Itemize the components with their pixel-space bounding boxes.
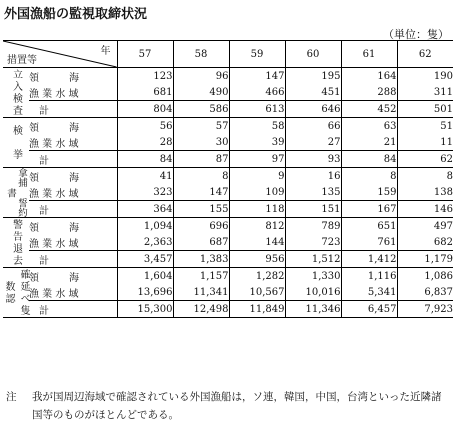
table-cell: 39 — [229, 134, 285, 151]
table-row — [3, 251, 453, 268]
table-cell: 613 — [229, 101, 285, 118]
year-62: 62 — [397, 41, 453, 68]
table-cell: 63 — [341, 118, 397, 135]
table-body — [3, 68, 453, 318]
table-cell: 12,498 — [173, 301, 229, 318]
table-cell: 13,696 — [117, 284, 173, 301]
table-cell: 147 — [173, 184, 229, 201]
corner-header — [3, 41, 117, 68]
table-row — [3, 301, 453, 318]
table-cell: 167 — [341, 201, 397, 218]
table-cell: 57 — [173, 118, 229, 135]
table-cell: 1,412 — [341, 251, 397, 268]
table-cell: 144 — [229, 234, 285, 251]
group-label: 立入検査 — [3, 68, 29, 118]
header-row — [3, 41, 453, 68]
row-label: 計 — [29, 101, 117, 118]
group-label: 確延べ隻数認 — [3, 268, 29, 317]
table-row — [3, 151, 453, 168]
table-cell: 8 — [341, 168, 397, 185]
table-cell: 84 — [117, 151, 173, 168]
row-label: 漁 業 水 域 — [29, 188, 79, 200]
year-61: 61 — [341, 41, 397, 68]
table-row — [3, 84, 453, 101]
row-label: 漁 業 水 域 — [29, 288, 79, 300]
table-cell: 288 — [341, 84, 397, 101]
table-cell: 190 — [397, 68, 453, 85]
table-cell: 11,341 — [173, 284, 229, 301]
row-label: 漁 業 水 域 — [29, 238, 79, 250]
table-cell: 1,094 — [117, 218, 173, 235]
table-cell: 9 — [229, 168, 285, 185]
table-cell: 451 — [285, 84, 341, 101]
group-label: 拿捕 誓約書 — [5, 168, 27, 217]
table-cell: 147 — [229, 68, 285, 85]
row-label: 領 海 — [29, 172, 79, 184]
table-cell: 761 — [341, 234, 397, 251]
table-cell: 586 — [173, 101, 229, 118]
table-cell: 1,157 — [173, 268, 229, 285]
row-label: 計 — [29, 301, 117, 318]
row-label: 計 — [29, 151, 117, 168]
footnote — [6, 388, 451, 424]
table-cell: 323 — [117, 184, 173, 201]
table-cell: 1,330 — [285, 268, 341, 285]
table-cell: 466 — [229, 84, 285, 101]
table-cell: 28 — [117, 134, 173, 151]
year-58: 58 — [173, 41, 229, 68]
table-cell: 11,346 — [285, 301, 341, 318]
table-cell: 1,604 — [117, 268, 173, 285]
table-cell: 27 — [285, 134, 341, 151]
table-row — [3, 284, 453, 301]
table-cell: 30 — [173, 134, 229, 151]
year-57: 57 — [117, 41, 173, 68]
table-cell: 87 — [173, 151, 229, 168]
table-cell: 501 — [397, 101, 453, 118]
table-cell: 1,282 — [229, 268, 285, 285]
table-cell: 97 — [229, 151, 285, 168]
table-cell: 51 — [397, 118, 453, 135]
table-cell: 812 — [229, 218, 285, 235]
table-cell: 11 — [397, 134, 453, 151]
group-label: 検 挙 — [3, 118, 29, 168]
table-cell: 646 — [285, 101, 341, 118]
table-cell: 164 — [341, 68, 397, 85]
year-axis-label: 年 — [100, 46, 111, 57]
table-row — [3, 101, 453, 118]
table-cell: 151 — [285, 201, 341, 218]
row-label: 領 海 — [29, 272, 79, 284]
table-cell: 10,016 — [285, 284, 341, 301]
table-cell: 682 — [397, 234, 453, 251]
table-cell: 452 — [341, 101, 397, 118]
page-title: 外国漁船の監視取締状況 — [4, 7, 148, 22]
table-cell: 311 — [397, 84, 453, 101]
table-cell: 723 — [285, 234, 341, 251]
table-row — [3, 201, 453, 218]
year-59: 59 — [229, 41, 285, 68]
table-row — [3, 218, 453, 235]
table-cell: 146 — [397, 201, 453, 218]
table-cell: 109 — [229, 184, 285, 201]
row-label: 領 海 — [29, 72, 79, 84]
table-cell: 789 — [285, 218, 341, 235]
unit-label: （単位：隻） — [383, 28, 449, 41]
table-cell: 956 — [229, 251, 285, 268]
table-cell: 155 — [173, 201, 229, 218]
table-cell: 1,383 — [173, 251, 229, 268]
table-cell: 8 — [173, 168, 229, 185]
measure-axis-label: 措置等 — [7, 55, 37, 66]
year-60: 60 — [285, 41, 341, 68]
table-row — [3, 234, 453, 251]
table-cell: 651 — [341, 218, 397, 235]
table-row — [3, 68, 453, 85]
surveillance-table — [3, 40, 453, 318]
table-cell: 123 — [117, 68, 173, 85]
table-cell: 56 — [117, 118, 173, 135]
table-cell: 1,512 — [285, 251, 341, 268]
row-label: 計 — [29, 201, 117, 218]
table-row — [3, 168, 453, 185]
table-cell: 16 — [285, 168, 341, 185]
table-cell: 15,300 — [117, 301, 173, 318]
table-cell: 3,457 — [117, 251, 173, 268]
table-cell: 2,363 — [117, 234, 173, 251]
table-cell: 41 — [117, 168, 173, 185]
footnote-label: 注 — [6, 391, 17, 403]
table-cell: 1,179 — [397, 251, 453, 268]
table-cell: 7,923 — [397, 301, 453, 318]
table-row — [3, 118, 453, 135]
table-cell: 681 — [117, 84, 173, 101]
footnote-text: 我が国周辺海域で確認されている外国漁船は，ソ連，韓国，中国，台湾といった近隣諸国等のものがほとんどである。 — [32, 391, 442, 421]
table-cell: 21 — [341, 134, 397, 151]
table-cell: 8 — [397, 168, 453, 185]
table-row — [3, 184, 453, 201]
table-cell: 1,116 — [341, 268, 397, 285]
table-cell: 195 — [285, 68, 341, 85]
table-cell: 497 — [397, 218, 453, 235]
table-cell: 138 — [397, 184, 453, 201]
group-label: 警告退去 — [3, 218, 29, 268]
table-cell: 58 — [229, 118, 285, 135]
row-label: 領 海 — [29, 122, 79, 134]
row-label: 計 — [29, 251, 117, 268]
table-cell: 84 — [341, 151, 397, 168]
table-cell: 66 — [285, 118, 341, 135]
table-cell: 118 — [229, 201, 285, 218]
table-cell: 696 — [173, 218, 229, 235]
table-cell: 364 — [117, 201, 173, 218]
row-label: 領 海 — [29, 222, 79, 234]
table-cell: 10,567 — [229, 284, 285, 301]
table-cell: 135 — [285, 184, 341, 201]
row-label: 漁 業 水 域 — [29, 88, 79, 100]
table-cell: 96 — [173, 68, 229, 85]
table-cell: 6,457 — [341, 301, 397, 318]
table-row — [3, 134, 453, 151]
table-cell: 687 — [173, 234, 229, 251]
table-cell: 93 — [285, 151, 341, 168]
table-cell: 6,837 — [397, 284, 453, 301]
table-cell: 62 — [397, 151, 453, 168]
row-label: 漁 業 水 域 — [29, 138, 79, 150]
table-cell: 159 — [341, 184, 397, 201]
table-cell: 1,086 — [397, 268, 453, 285]
table-cell: 11,849 — [229, 301, 285, 318]
table-cell: 5,341 — [341, 284, 397, 301]
table-cell: 490 — [173, 84, 229, 101]
table-cell: 804 — [117, 101, 173, 118]
table-row — [3, 268, 453, 285]
